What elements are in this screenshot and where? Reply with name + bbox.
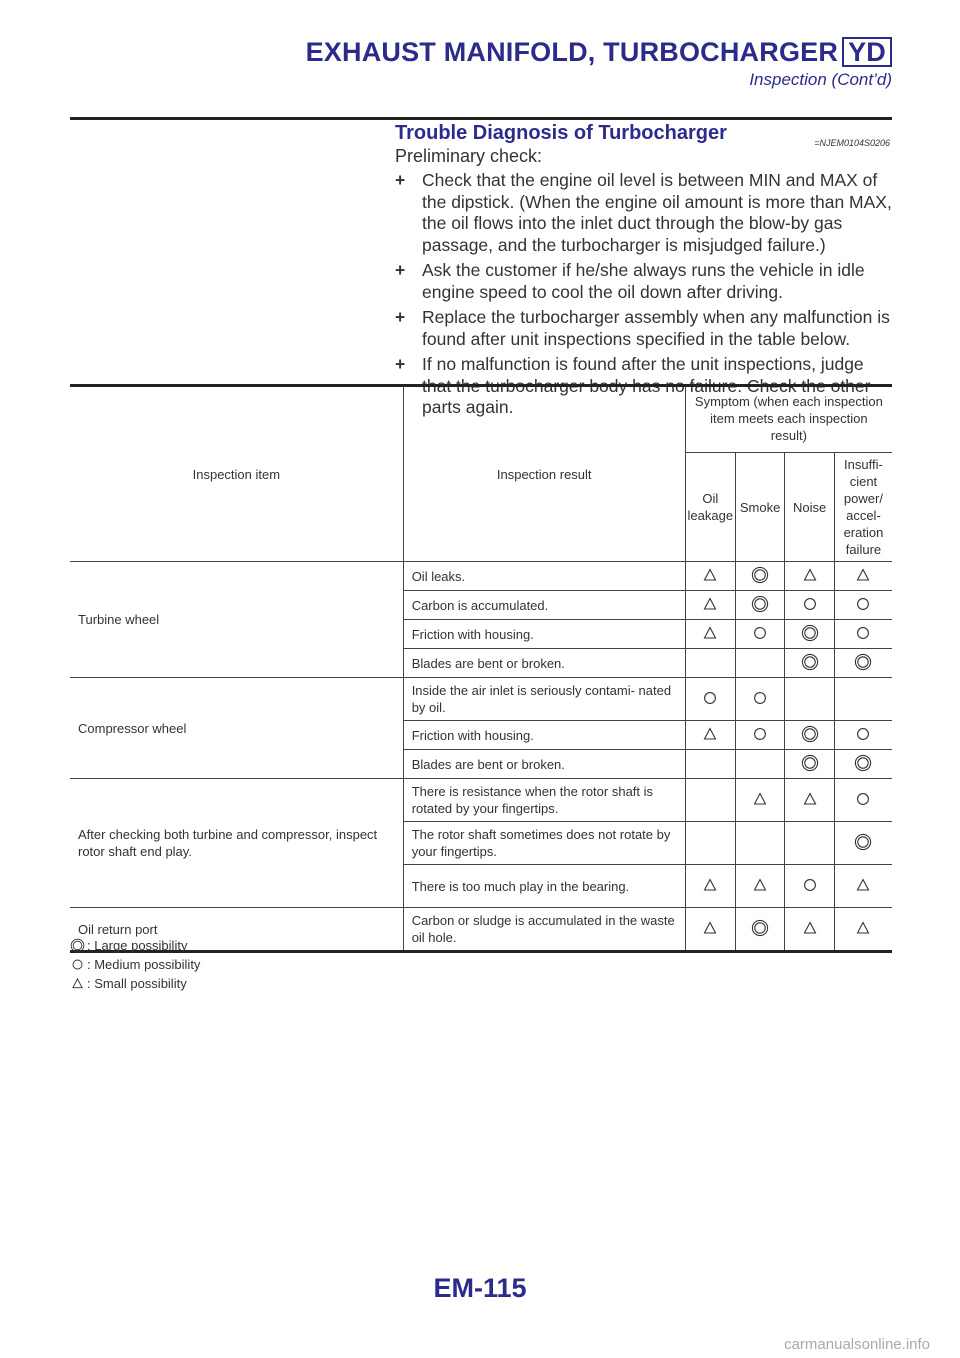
symptom-noise-cell: [785, 620, 835, 649]
symptom-noise-cell: [785, 649, 835, 678]
symptom-noise-cell: [785, 750, 835, 779]
watermark: carmanualsonline.info: [784, 1336, 930, 1353]
symptom-oil-cell: [685, 678, 735, 721]
symptom-smoke-cell: [735, 822, 785, 865]
symptom-oil-cell: [685, 620, 735, 649]
table-row: [70, 779, 892, 822]
large-possibility-icon: [751, 601, 769, 616]
medium-possibility-icon: [70, 957, 87, 972]
symptom-oil-cell: [685, 591, 735, 620]
large-possibility-icon: [751, 925, 769, 940]
inspection-result-cell: There is resistance when the rotor shaft is rotated by your fingertips.: [403, 779, 685, 822]
engine-code-badge: YD: [842, 37, 892, 67]
large-possibility-icon: [854, 839, 872, 854]
small-possibility-icon: [701, 882, 719, 897]
legend-large: [70, 936, 200, 955]
inspection-item-cell: Compressor wheel: [70, 678, 403, 779]
small-possibility-icon: [801, 796, 819, 811]
medium-possibility-icon: [854, 601, 872, 616]
symptom-power-cell: [834, 908, 892, 952]
inspection-result-cell: There is too much play in the bearing.: [403, 865, 685, 908]
diagnosis-table: [70, 384, 892, 953]
check-item-text: Check that the engine oil level is between MIN and MAX of the dipstick. (When the engine oil amount is more than MAX, the oil flows into the inlet duct through the blow-by gas passage, and the turbocharger is misjudged failure.): [422, 170, 892, 255]
bullet-mark: +: [395, 260, 406, 280]
inspection-result-cell: Carbon is accumulated.: [403, 591, 685, 620]
symptom-oil-cell: [685, 562, 735, 591]
check-item-text: If no malfunction is found after the unit inspections, judge that the turbocharger body has no failure. Check the other parts again.: [422, 354, 871, 417]
symptom-power-cell: [834, 779, 892, 822]
medium-possibility-icon: [701, 695, 719, 710]
large-possibility-icon: [854, 760, 872, 775]
header-insufficient-power: Insuffi- cient power/ accel- eration failure: [834, 453, 892, 562]
header-oil-leakage: Oil leakage: [685, 453, 735, 562]
table-body: [70, 562, 892, 952]
large-possibility-icon: [801, 630, 819, 645]
header-noise: Noise: [785, 453, 835, 562]
bullet-mark: +: [395, 307, 406, 327]
inspection-result-cell: Blades are bent or broken.: [403, 649, 685, 678]
small-possibility-icon: [854, 572, 872, 587]
small-possibility-icon: [751, 796, 769, 811]
medium-possibility-icon: [751, 731, 769, 746]
large-possibility-icon: [854, 659, 872, 674]
page-number: EM-115: [433, 1273, 527, 1303]
symptom-oil-cell: [685, 779, 735, 822]
symptom-oil-cell: [685, 721, 735, 750]
small-possibility-icon: [854, 925, 872, 940]
symptom-power-cell: [834, 591, 892, 620]
symptom-smoke-cell: [735, 908, 785, 952]
symptom-smoke-cell: [735, 750, 785, 779]
small-possibility-icon: [701, 572, 719, 587]
symptom-smoke-cell: [735, 678, 785, 721]
symptom-noise-cell: [785, 678, 835, 721]
symptom-noise-cell: [785, 908, 835, 952]
symptom-power-cell: [834, 750, 892, 779]
symptom-smoke-cell: [735, 865, 785, 908]
medium-possibility-icon: [751, 630, 769, 645]
symptom-power-cell: [834, 678, 892, 721]
small-possibility-icon: [801, 572, 819, 587]
symptom-smoke-cell: [735, 620, 785, 649]
symptom-noise-cell: [785, 779, 835, 822]
legend-small: [70, 974, 200, 993]
large-possibility-icon: [801, 731, 819, 746]
symptom-smoke-cell: [735, 649, 785, 678]
symptom-power-cell: [834, 822, 892, 865]
symptom-power-cell: [834, 620, 892, 649]
inspection-result-cell: Friction with housing.: [403, 721, 685, 750]
medium-possibility-icon: [854, 731, 872, 746]
symptom-smoke-cell: [735, 562, 785, 591]
symptom-power-cell: [834, 649, 892, 678]
symptom-smoke-cell: [735, 721, 785, 750]
small-possibility-icon: [701, 601, 719, 616]
page-header-title: [306, 37, 892, 67]
small-possibility-icon: [701, 925, 719, 940]
inspection-result-cell: Carbon or sludge is accumulated in the waste oil hole.: [403, 908, 685, 952]
symptom-oil-cell: [685, 822, 735, 865]
symptom-oil-cell: [685, 908, 735, 952]
symptom-power-cell: [834, 721, 892, 750]
legend-medium: [70, 955, 200, 974]
large-possibility-icon: [751, 572, 769, 587]
small-possibility-icon: [854, 882, 872, 897]
legend-small-label: : Small possibility: [87, 976, 187, 991]
medium-possibility-icon: [751, 695, 769, 710]
header-inspection-result: Inspection result: [403, 386, 685, 562]
small-possibility-icon: [70, 976, 87, 991]
bullet-mark: +: [395, 170, 406, 190]
section-title: Trouble Diagnosis of Turbocharger: [395, 122, 727, 144]
check-item: [395, 307, 893, 350]
preliminary-check-label: Preliminary check:: [395, 146, 543, 166]
small-possibility-icon: [751, 882, 769, 897]
large-possibility-icon: [801, 760, 819, 775]
medium-possibility-icon: [854, 796, 872, 811]
bullet-mark: +: [395, 354, 406, 374]
header-inspection-item: Inspection item: [70, 386, 403, 562]
symptom-noise-cell: [785, 822, 835, 865]
inspection-result-cell: The rotor shaft sometimes does not rotate by your fingertips.: [403, 822, 685, 865]
symptom-power-cell: [834, 562, 892, 591]
check-item-text: Ask the customer if he/she always runs the vehicle in idle engine speed to cool the oil down after driving.: [422, 260, 865, 302]
symptom-oil-cell: [685, 649, 735, 678]
header-divider: [70, 117, 892, 120]
check-item: [395, 170, 893, 256]
legend-large-label: : Large possibility: [87, 938, 188, 953]
check-item: [395, 260, 893, 303]
inspection-item-cell: Turbine wheel: [70, 562, 403, 678]
large-possibility-icon: [70, 938, 87, 953]
inspection-result-cell: Inside the air inlet is seriously contami- nated by oil.: [403, 678, 685, 721]
small-possibility-icon: [701, 731, 719, 746]
medium-possibility-icon: [854, 630, 872, 645]
small-possibility-icon: [801, 925, 819, 940]
header-title-text: EXHAUST MANIFOLD, TURBOCHARGER: [305, 37, 839, 67]
large-possibility-icon: [801, 659, 819, 674]
legend-medium-label: : Medium possibility: [87, 957, 201, 972]
symptom-noise-cell: [785, 721, 835, 750]
symptom-noise-cell: [785, 562, 835, 591]
symptom-oil-cell: [685, 750, 735, 779]
inspection-item-cell: After checking both turbine and compressor, inspect rotor shaft end play.: [70, 779, 403, 908]
medium-possibility-icon: [801, 882, 819, 897]
symptom-power-cell: [834, 865, 892, 908]
inspection-result-cell: Oil leaks.: [403, 562, 685, 591]
inspection-item-cell: Oil return port: [70, 908, 403, 952]
symptom-smoke-cell: [735, 779, 785, 822]
small-possibility-icon: [701, 630, 719, 645]
symptom-noise-cell: [785, 865, 835, 908]
table-row: [70, 562, 892, 591]
symptom-oil-cell: [685, 865, 735, 908]
legend: [70, 936, 200, 993]
table-header-row: [70, 386, 892, 453]
symptom-noise-cell: [785, 591, 835, 620]
symptom-smoke-cell: [735, 591, 785, 620]
header-symptom: Symptom (when each inspection item meets each inspection result): [685, 386, 892, 453]
table-row: [70, 678, 892, 721]
inspection-result-cell: Blades are bent or broken.: [403, 750, 685, 779]
medium-possibility-icon: [801, 601, 819, 616]
header-subtitle: Inspection (Cont’d): [749, 70, 892, 89]
header-smoke: Smoke: [735, 453, 785, 562]
check-item-text: Replace the turbocharger assembly when any malfunction is found after unit inspections specified in the table below.: [422, 307, 890, 349]
inspection-result-cell: Friction with housing.: [403, 620, 685, 649]
section-ref-code: =NJEM0104S0206: [814, 138, 890, 148]
